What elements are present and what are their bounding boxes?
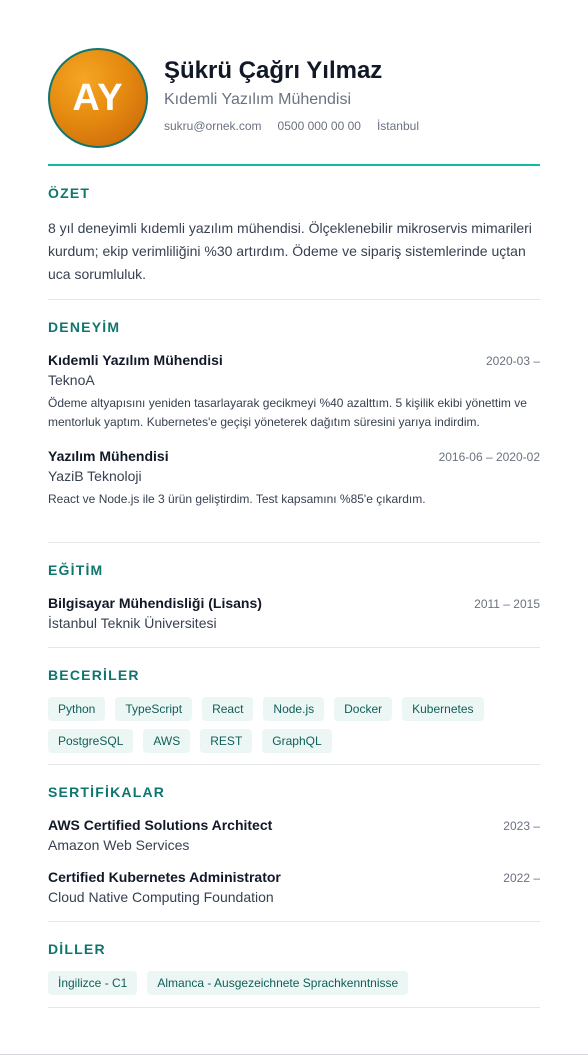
- skill-chip: Node.js: [263, 697, 324, 721]
- entry-header: [48, 594, 540, 612]
- city-text: İstanbul: [376, 119, 419, 133]
- skill-chip: Docker: [334, 697, 392, 721]
- entry-header: [48, 447, 540, 465]
- entry-title: Kıdemli Yazılım Mühendisi: [48, 352, 223, 368]
- cert-entry: [48, 868, 540, 906]
- certifications-section: [48, 765, 540, 922]
- experience-entry: [48, 447, 540, 509]
- skill-chip: AWS: [143, 729, 190, 753]
- entry-header: [48, 351, 540, 369]
- entry-title: Yazılım Mühendisi: [48, 448, 169, 464]
- entry-title: Bilgisayar Mühendisliği (Lisans): [48, 595, 262, 611]
- entry-date: 2022 –: [503, 871, 540, 885]
- section-title-experience: DENEYİM: [48, 319, 121, 335]
- phone-text: 0500 000 00 00: [277, 119, 361, 133]
- entry-description: Ödeme altyapısını yeniden tasarlayarak gecikmeyi %40 azalttım. 5 kişilik ekibi yönettim ve mentorluk yaptım. Kubernetes'e geçişi yöneterek dağıtım süresini yarıya indirdim.: [48, 396, 527, 429]
- experience-entry: [48, 351, 540, 432]
- entry-date: 2016-06 – 2020-02: [438, 450, 540, 464]
- entry-organization: TeknoA: [48, 372, 95, 388]
- email-text: sukru@ornek.com: [164, 119, 262, 133]
- skill-chip: Python: [48, 697, 105, 721]
- contact-info: [164, 119, 419, 133]
- skill-chip: React: [202, 697, 253, 721]
- skill-chip: TypeScript: [115, 697, 192, 721]
- section-title-languages: DİLLER: [48, 941, 106, 957]
- avatar: [48, 48, 148, 148]
- person-name: Şükrü Çağrı Yılmaz: [164, 57, 383, 84]
- section-title-skills: BECERİLER: [48, 667, 140, 683]
- entry-organization: İstanbul Teknik Üniversitesi: [48, 615, 217, 631]
- avatar-initials: AY: [72, 76, 124, 119]
- section-title-summary: ÖZET: [48, 185, 91, 201]
- education-section: [48, 543, 540, 648]
- skills-section: [48, 648, 540, 765]
- skill-chip: Kubernetes: [402, 697, 483, 721]
- language-chip: Almanca - Ausgezeichnete Sprachkenntnisse: [147, 971, 408, 995]
- entry-organization: Cloud Native Computing Foundation: [48, 889, 274, 905]
- cert-entry: [48, 816, 540, 854]
- entry-header: [48, 868, 540, 886]
- job-title: Kıdemli Yazılım Mühendisi: [164, 91, 352, 108]
- education-entry: [48, 594, 540, 632]
- entry-header: [48, 816, 540, 834]
- resume-header: [48, 0, 540, 148]
- languages-section: [48, 922, 540, 1008]
- entry-description: React ve Node.js ile 3 ürün geliştirdim. Test kapsamını %85'e çıkardım.: [48, 492, 426, 506]
- section-title-certifications: SERTİFİKALAR: [48, 784, 166, 800]
- experience-section: [48, 300, 540, 543]
- entry-date: 2020-03 –: [485, 354, 540, 368]
- languages-list: [48, 971, 540, 995]
- entry-title: Certified Kubernetes Administrator: [48, 869, 281, 885]
- skill-chip: GraphQL: [262, 729, 331, 753]
- skill-chip: REST: [200, 729, 252, 753]
- entry-organization: Amazon Web Services: [48, 837, 190, 853]
- section-title-education: EĞİTİM: [48, 562, 104, 578]
- entry-date: 2023 –: [503, 819, 540, 833]
- skills-list: [48, 697, 540, 753]
- language-chip: İngilizce - C1: [48, 971, 137, 995]
- skill-chip: PostgreSQL: [48, 729, 133, 753]
- summary-text: 8 yıl deneyimli kıdemli yazılım mühendisi. Ölçeklenebilir mikroservis mimarileri kurdum; ekip verimliliğini %30 artırdım. Ödeme ve sipariş sistemlerinde uçtan uca sorumluluk.: [48, 220, 532, 282]
- header-text: [164, 48, 419, 133]
- entry-date: 2011 – 2015: [474, 597, 540, 611]
- summary-section: [48, 166, 540, 300]
- entry-organization: YaziB Teknoloji: [48, 468, 142, 484]
- entry-title: AWS Certified Solutions Architect: [48, 817, 273, 833]
